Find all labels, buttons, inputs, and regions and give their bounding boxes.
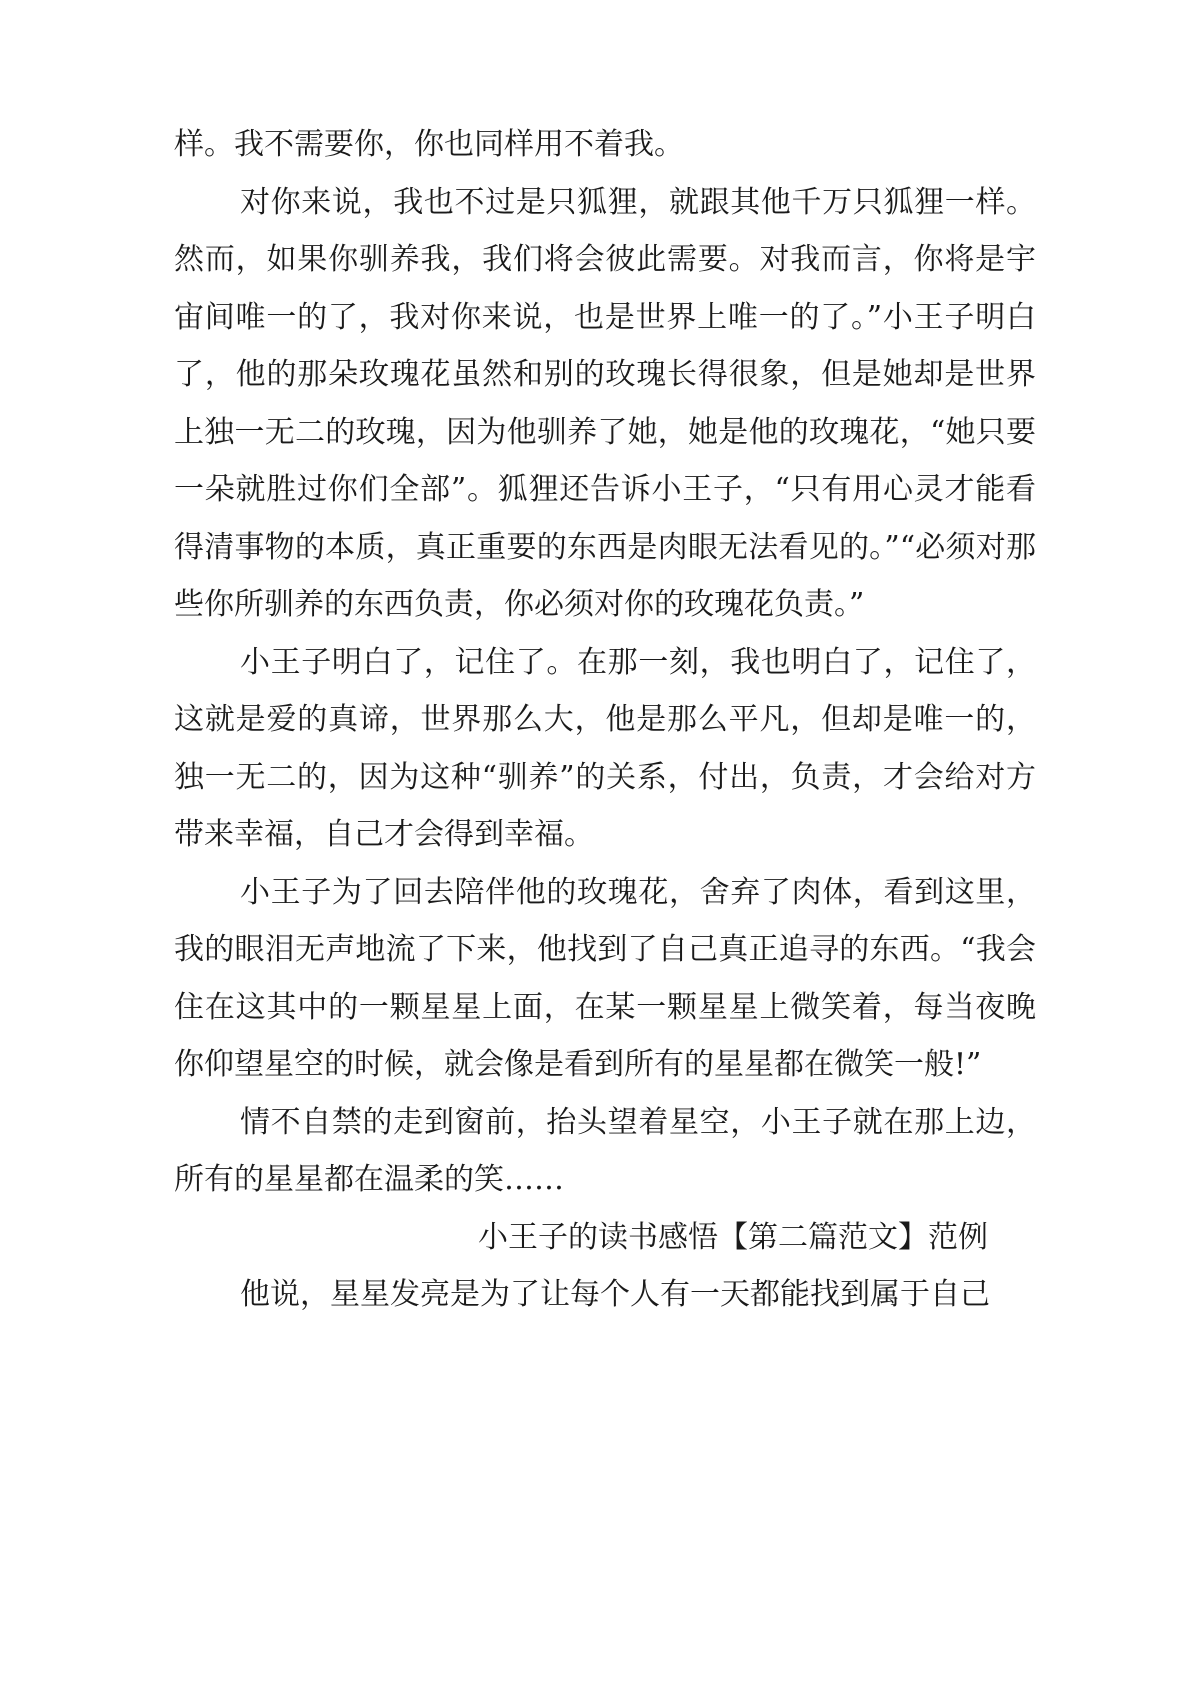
section-heading: 小王子的读书感悟【第二篇范文】范例 xyxy=(478,1219,988,1255)
paragraph-farewell: 小王子为了回去陪伴他的玫瑰花，舍弃了肉体，看到这里，我的眼泪无声地流了下来，他找到了自己真正追寻的东西。“我会住在这其中的一颗星星上面，在某一颗星星上微笑着，每当夜晚你仰望星空的时候，就会像是看到所有的星星都在微笑一般!” xyxy=(174,874,1036,1082)
paragraph-understanding: 小王子明白了，记住了。在那一刻，我也明白了，记住了，这就是爱的真谛，世界那么大，他是那么平凡，但却是唯一的，独一无二的，因为这种“驯养”的关系，付出，负责，才会给对方带来幸福，自己才会得到幸福。 xyxy=(174,644,1036,852)
paragraph-next-essay: 他说，星星发亮是为了让每个人有一天都能找到属于自己 xyxy=(240,1277,990,1312)
paragraph-fox-speech: 对你来说，我也不过是只狐狸，就跟其他千万只狐狸一样。然而，如果你驯养我，我们将会彼此需要。对我而言，你将是宇宙间唯一的了，我对你来说，也是世界上唯一的了。”小王子明白了，他的那朵玫瑰花虽然和别的玫瑰长得很象，但是她却是世界上独一无二的玫瑰，因为他驯养了她，她是他的玫瑰花，“她只要一朵就胜过你们全部”。狐狸还告诉小王子，“只有用心灵才能看得清事物的本质，真正重要的东西是肉眼无法看见的。”“必须对那些你所驯养的东西负责，你必须对你的玫瑰花负责。” xyxy=(174,184,1036,622)
paragraph-continuation: 样。我不需要你，你也同样用不着我。 xyxy=(174,127,684,162)
document-body xyxy=(174,116,1036,1324)
paragraph-window: 情不自禁的走到窗前，抬头望着星空，小王子就在那上边，所有的星星都在温柔的笑…… xyxy=(174,1104,1036,1197)
